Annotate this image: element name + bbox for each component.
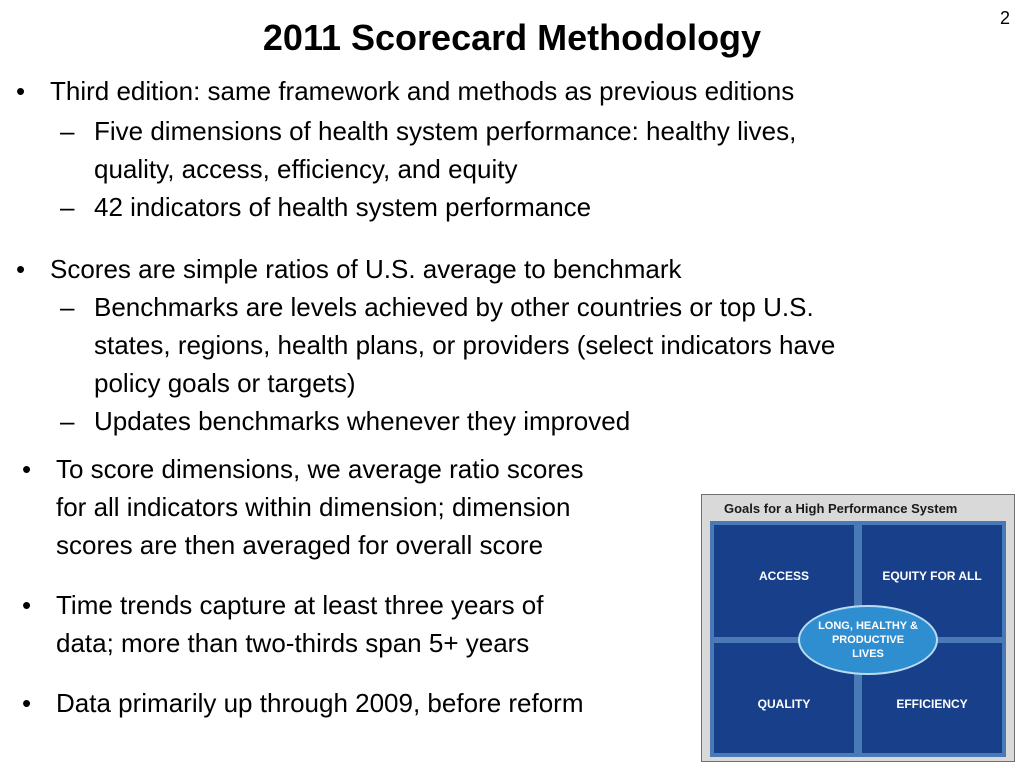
diagram-quadrants xyxy=(710,521,1006,757)
center-oval-label: LONG, HEALTHY & PRODUCTIVE LIVES xyxy=(818,620,918,660)
subbullet-five-dimensions xyxy=(60,112,797,188)
subbullet-text-line1: Benchmarks are levels achieved by other countries or top U.S. xyxy=(94,292,814,322)
bullet-text-line2: data; more than two-thirds span 5+ years xyxy=(56,628,530,658)
subbullet-text: 42 indicators of health system performance xyxy=(94,192,592,222)
subbullet-text-line1: Five dimensions of health system performance: healthy lives, xyxy=(94,116,797,146)
slide-number: 2 xyxy=(999,8,1010,28)
bullet-text: Scores are simple ratios of U.S. average to benchmark xyxy=(50,254,682,284)
bullet-dot: • xyxy=(16,254,26,284)
bullet-dot: • xyxy=(22,688,32,718)
bullet-third-edition xyxy=(16,72,795,110)
subbullet-dash: – xyxy=(60,406,75,436)
bullet-dot: • xyxy=(16,76,26,106)
bullet-text-line1: Time trends capture at least three years of xyxy=(56,590,544,620)
bullet-data-through-2009 xyxy=(22,684,584,722)
subbullet-text: Updates benchmarks whenever they improved xyxy=(94,406,631,436)
quadrant-access-label: ACCESS xyxy=(758,569,809,583)
bullet-simple-ratios xyxy=(16,250,682,288)
subbullet-dash: – xyxy=(60,116,75,146)
bullet-dot: • xyxy=(22,454,32,484)
subbullet-dash: – xyxy=(60,292,75,322)
subbullet-text-line2: quality, access, efficiency, and equity xyxy=(94,154,518,184)
subbullet-updates-benchmarks xyxy=(60,402,631,440)
subbullet-42-indicators xyxy=(60,188,592,226)
subbullet-benchmarks-levels xyxy=(60,288,836,402)
slide-title: 2011 Scorecard Methodology xyxy=(262,17,762,58)
bullet-dot: • xyxy=(22,590,32,620)
quadrant-quality-label: QUALITY xyxy=(757,697,811,711)
subbullet-text-line2: states, regions, health plans, or providers (select indicators have xyxy=(94,330,836,360)
quadrant-efficiency-label: EFFICIENCY xyxy=(896,697,968,711)
quadrant-equity-label: EQUITY FOR ALL xyxy=(882,569,982,583)
bullet-text-line1: To score dimensions, we average ratio scores xyxy=(56,454,584,484)
center-oval xyxy=(798,605,938,675)
subbullet-text-line3: policy goals or targets) xyxy=(94,368,356,398)
bullet-score-dimensions xyxy=(22,450,584,564)
subbullet-dash: – xyxy=(60,192,75,222)
bullet-text: Third edition: same framework and methods as previous editions xyxy=(50,76,795,106)
bullet-text-line3: scores are then averaged for overall score xyxy=(56,530,544,560)
bullet-time-trends xyxy=(22,586,544,662)
bullet-text-line2: for all indicators within dimension; dimension xyxy=(56,492,571,522)
bullet-text: Data primarily up through 2009, before reform xyxy=(56,688,584,718)
goals-diagram xyxy=(701,494,1015,762)
diagram-title: Goals for a High Performance System xyxy=(724,501,958,516)
